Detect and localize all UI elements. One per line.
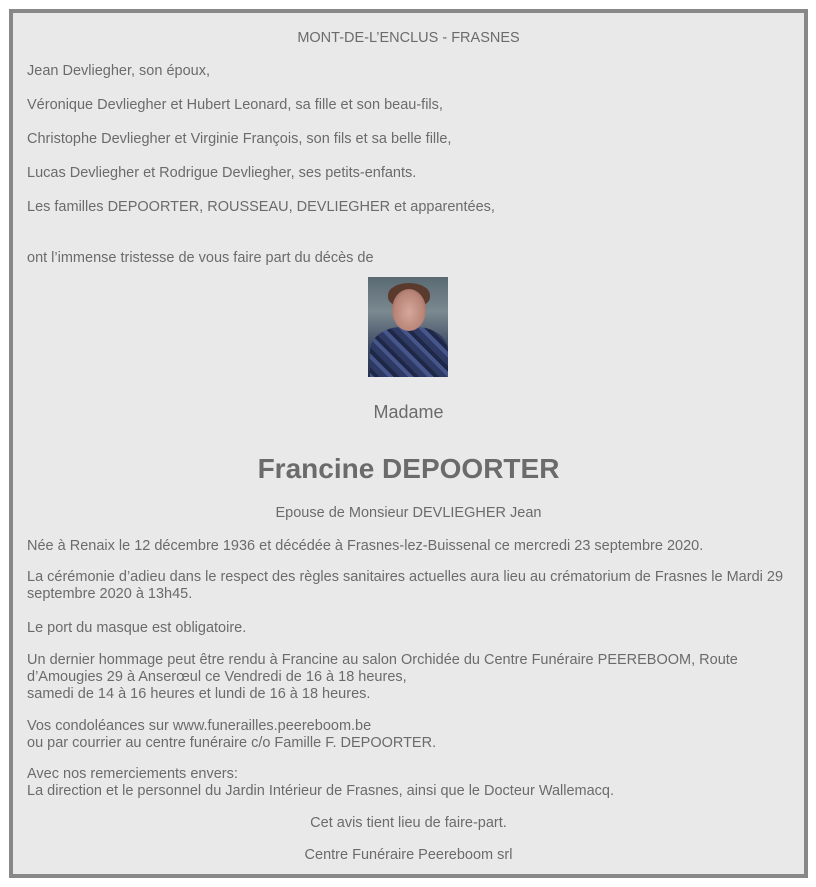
ceremony-text: La cérémonie d’adieu dans le respect des règles sanitaires actuelles aura lieu au crématorium de Frasnes le Mardi 29 septembre 2020 à 13h45. xyxy=(27,569,784,602)
family-line: Jean Devliegher, son époux, xyxy=(27,63,210,79)
birth-death-text: Née à Renaix le 12 décembre 1936 et décédée à Frasnes-lez-Buissenal ce mercredi 23 septembre 2020. xyxy=(27,538,704,554)
thanks-text: La direction et le personnel du Jardin Intérieur de Frasnes, ainsi que le Docteur Wallemacq. xyxy=(27,783,615,799)
spouse-line: Epouse de Monsieur DEVLIEGHER Jean xyxy=(275,505,542,521)
family-line: Lucas Devliegher et Rodrigue Devliegher, ses petits-enfants. xyxy=(27,165,417,181)
condolences-mail-text: ou par courrier au centre funéraire c/o Famille F. DEPOORTER. xyxy=(27,735,437,751)
tribute-hours-text: samedi de 14 à 16 heures et lundi de 16 à 18 heures. xyxy=(27,686,371,702)
mask-text: Le port du masque est obligatoire. xyxy=(27,620,247,636)
announcement-text: ont l’immense tristesse de vous faire part du décès de xyxy=(27,250,374,266)
location-header: MONT-DE-L’ENCLUS - FRASNES xyxy=(297,30,520,46)
family-line: Christophe Devliegher et Virginie François, son fils et sa belle fille, xyxy=(27,131,452,147)
deceased-title: Madame xyxy=(373,402,444,422)
portrait-photo xyxy=(368,277,448,377)
obituary-card xyxy=(9,9,808,878)
family-line: Les familles DEPOORTER, ROUSSEAU, DEVLIEGHER et apparentées, xyxy=(27,199,495,215)
condolences-web-text: Vos condoléances sur www.funerailles.peereboom.be xyxy=(27,718,372,734)
tribute-text: Un dernier hommage peut être rendu à Francine au salon Orchidée du Centre Funéraire PEEREBOOM, Route d’Amougies 29 à Anserœul ce Vendredi de 16 à 18 heures, xyxy=(27,652,738,685)
thanks-heading: Avec nos remerciements envers: xyxy=(27,766,238,782)
signature-text: Centre Funéraire Peereboom srl xyxy=(304,847,513,863)
family-line: Véronique Devliegher et Hubert Leonard, sa fille et son beau-fils, xyxy=(27,97,443,113)
notice-text: Cet avis tient lieu de faire-part. xyxy=(310,815,507,831)
deceased-name: Francine DEPOORTER xyxy=(257,453,560,484)
